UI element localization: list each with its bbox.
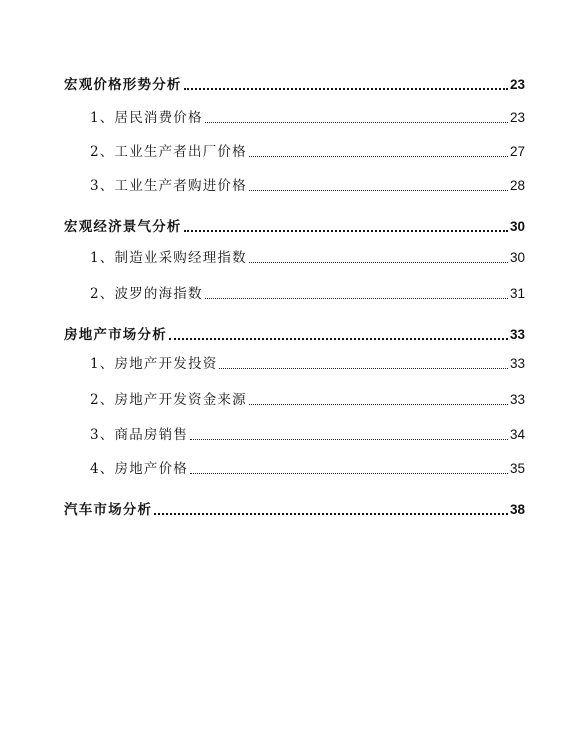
- dot-leader: [249, 190, 508, 191]
- toc-entry-page-number: 31: [509, 286, 525, 301]
- toc-entry-title: 3、商品房销售: [90, 427, 188, 443]
- toc-entry-page-number: 28: [509, 178, 525, 193]
- toc-entry-page-number: 38: [509, 502, 525, 517]
- toc-entry-title: 3、工业生产者购进价格: [90, 178, 247, 194]
- toc-entry-page-number: 30: [509, 219, 525, 234]
- dot-leader: [184, 88, 508, 90]
- toc-entry-cpi[interactable]: [90, 106, 525, 126]
- dot-leader: [190, 473, 508, 474]
- toc-entry-page-number: 23: [509, 77, 525, 92]
- dot-leader: [249, 404, 508, 405]
- toc-entry-housing-sales[interactable]: [90, 423, 525, 443]
- dot-leader: [249, 262, 508, 263]
- toc-entry-title: 1、居民消费价格: [90, 110, 203, 126]
- dot-leader: [205, 122, 508, 123]
- toc-entry-page-number: 33: [509, 356, 525, 371]
- toc-entry-title: 宏观价格形势分析: [64, 77, 182, 93]
- dot-leader: [205, 298, 508, 299]
- dot-leader: [190, 439, 508, 440]
- toc-entry-page-number: 35: [509, 461, 525, 476]
- toc-entry-macro-price-analysis[interactable]: [64, 73, 525, 93]
- toc-entry-page-number: 23: [509, 110, 525, 125]
- toc-entry-title: 2、房地产开发资金来源: [90, 392, 247, 408]
- toc-entry-real-estate-analysis[interactable]: [64, 323, 525, 343]
- toc-entry-macro-prosperity-analysis[interactable]: [64, 215, 525, 235]
- toc-entry-page-number: 33: [509, 327, 525, 342]
- dot-leader: [249, 156, 508, 157]
- toc-entry-title: 房地产市场分析: [64, 327, 167, 343]
- toc-entry-title: 1、房地产开发投资: [90, 356, 218, 372]
- dot-leader: [169, 338, 508, 340]
- toc-entry-title: 2、工业生产者出厂价格: [90, 144, 247, 160]
- toc-entry-title: 4、房地产价格: [90, 461, 188, 477]
- toc-entry-real-estate-funding[interactable]: [90, 388, 525, 408]
- dot-leader: [154, 513, 508, 515]
- dot-leader: [219, 368, 508, 369]
- toc-entry-real-estate-prices[interactable]: [90, 457, 525, 477]
- toc-entry-real-estate-investment[interactable]: [90, 352, 525, 372]
- toc-entry-auto-market-analysis[interactable]: [64, 498, 525, 518]
- toc-entry-page-number: 30: [509, 250, 525, 265]
- toc-entry-title: 2、波罗的海指数: [90, 286, 203, 302]
- toc-entry-pmi[interactable]: [90, 246, 525, 266]
- toc-entry-title: 1、制造业采购经理指数: [90, 250, 247, 266]
- toc-entry-page-number: 33: [509, 392, 525, 407]
- toc-entry-page-number: 34: [509, 427, 525, 442]
- dot-leader: [184, 230, 508, 232]
- toc-entry-ppi-output[interactable]: [90, 140, 525, 160]
- toc-entry-baltic-index[interactable]: [90, 282, 525, 302]
- toc-entry-page-number: 27: [509, 144, 525, 159]
- toc-entry-ppi-input[interactable]: [90, 174, 525, 194]
- toc-entry-title: 汽车市场分析: [64, 502, 153, 518]
- toc-entry-title: 宏观经济景气分析: [64, 219, 182, 235]
